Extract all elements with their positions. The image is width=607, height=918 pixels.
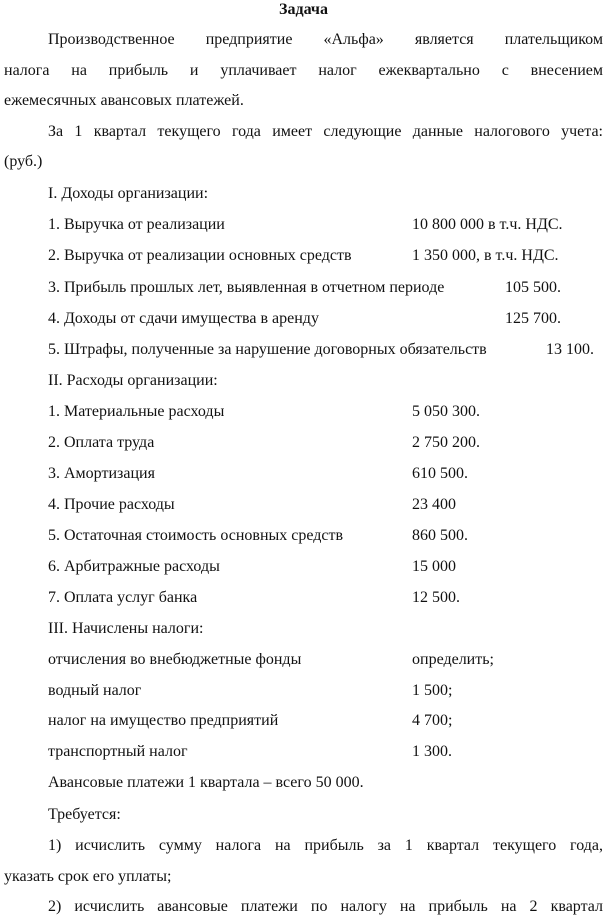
advance-payments-text: Авансовые платежи 1 квартала – всего 50 000. xyxy=(48,774,364,791)
expense-item-value: 15 000 xyxy=(412,558,456,575)
intro-line-3: ежемесячных авансовых платежей. xyxy=(4,92,244,109)
income-item-value: 125 700. xyxy=(505,310,561,327)
tax-item-value: 4 700; xyxy=(412,712,453,729)
expense-item-label: 5. Остаточная стоимость основных средств xyxy=(48,527,344,544)
tax-item-value: 1 300. xyxy=(412,743,452,760)
expense-item-label: 7. Оплата услуг банка xyxy=(48,589,198,606)
taxes-heading: III. Начислены налоги: xyxy=(48,620,204,637)
data-intro-line-1: За 1 квартал текущего года имеет следующие данные налогового учета: xyxy=(48,123,603,140)
required-heading: Требуется: xyxy=(48,806,121,823)
tax-item-label: отчисления во внебюджетные фонды xyxy=(48,651,302,668)
task-1-line-1: 1) исчислить сумму налога на прибыль за 1 квартал текущего года, xyxy=(48,837,603,854)
income-heading: I. Доходы организации: xyxy=(48,185,209,202)
expenses-heading: II. Расходы организации: xyxy=(48,372,218,389)
expense-item-value: 610 500. xyxy=(412,465,468,482)
task-2-line-1: 2) исчислить авансовые платежи по налогу на прибыль на 2 квартал xyxy=(48,898,603,915)
income-item-label: 2. Выручка от реализации основных средств xyxy=(48,247,352,264)
tax-item-label: транспортный налог xyxy=(48,743,188,760)
task-1-line-2: указать срок его уплаты; xyxy=(4,868,172,885)
expense-item-value: 23 400 xyxy=(412,496,456,513)
expense-item-label: 4. Прочие расходы xyxy=(48,496,175,513)
income-item-label: 4. Доходы от сдачи имущества в аренду xyxy=(48,310,319,327)
income-item-label: 3. Прибыль прошлых лет, выявленная в отчетном периоде xyxy=(48,279,445,296)
tax-item-label: водный налог xyxy=(48,682,142,699)
income-item-label: 5. Штрафы, полученные за нарушение договорных обязательств xyxy=(48,341,487,358)
expense-item-value: 5 050 300. xyxy=(412,403,480,420)
data-intro-line-2: (руб.) xyxy=(4,153,43,170)
expense-item-label: 2. Оплата труда xyxy=(48,434,155,451)
tax-item-label: налог на имущество предприятий xyxy=(48,712,279,729)
expense-item-value: 2 750 200. xyxy=(412,434,480,451)
income-item-value: 10 800 000 в т.ч. НДС. xyxy=(412,216,563,233)
expense-item-label: 3. Амортизация xyxy=(48,465,155,482)
expense-item-label: 1. Материальные расходы xyxy=(48,403,225,420)
tax-item-value: определить; xyxy=(412,651,494,668)
income-item-value: 13 100. xyxy=(546,341,594,358)
expense-item-value: 12 500. xyxy=(412,589,460,606)
expense-item-value: 860 500. xyxy=(412,527,468,544)
income-item-label: 1. Выручка от реализации xyxy=(48,216,225,233)
tax-item-value: 1 500; xyxy=(412,682,453,699)
intro-line-2: налога на прибыль и уплачивает налог ежеквартально с внесением xyxy=(4,62,603,79)
document-title: Задача xyxy=(279,1,328,18)
intro-line-1: Производственное предприятие «Альфа» является плательщиком xyxy=(48,31,603,48)
income-item-value: 1 350 000, в т.ч. НДС. xyxy=(412,247,559,264)
income-item-value: 105 500. xyxy=(505,279,561,296)
expense-item-label: 6. Арбитражные расходы xyxy=(48,558,220,575)
